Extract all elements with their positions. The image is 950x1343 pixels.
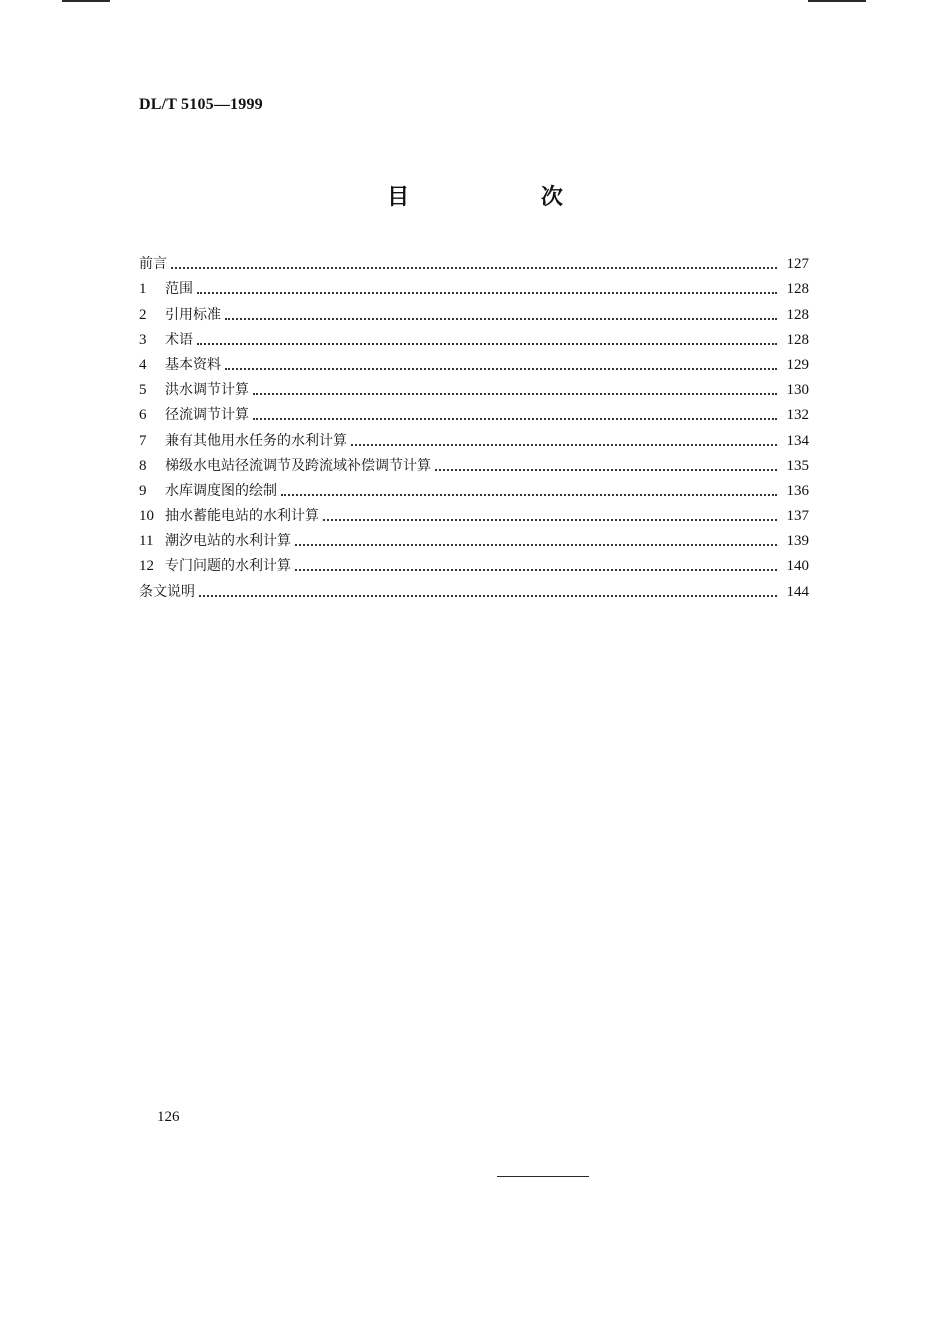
document-code: DL/T 5105—1999 <box>139 96 263 113</box>
toc-entry-number: 10 <box>139 508 154 525</box>
toc-entry-label: 基本资料 <box>165 356 221 373</box>
scan-edge-mark-right <box>808 0 866 2</box>
toc-entry <box>139 248 809 273</box>
toc-leader-dots <box>253 393 777 395</box>
toc-entry <box>139 424 809 449</box>
toc-entry <box>139 450 809 475</box>
toc-leader-dots <box>295 544 777 546</box>
toc-entry-page: 139 <box>786 533 809 550</box>
toc-leader-dots <box>197 343 777 345</box>
toc-entry-page: 134 <box>786 432 809 449</box>
toc-entry-number: 7 <box>139 432 147 449</box>
toc-entry-label: 范围 <box>165 281 193 298</box>
toc-leader-dots <box>225 318 777 320</box>
toc-entry <box>139 298 809 323</box>
toc-entry-label: 径流调节计算 <box>165 407 249 424</box>
toc-entry-number: 4 <box>139 356 147 373</box>
toc-entry <box>139 475 809 500</box>
toc-entry-page: 144 <box>786 583 809 600</box>
scan-edge-mark-left <box>62 0 110 2</box>
toc-entry <box>139 550 809 575</box>
toc-entry-page: 129 <box>786 356 809 373</box>
toc-entry-label: 梯级水电站径流调节及跨流域补偿调节计算 <box>165 457 431 474</box>
toc-entry-page: 127 <box>786 256 809 273</box>
table-of-contents <box>139 248 809 601</box>
toc-entry <box>139 324 809 349</box>
toc-leader-dots <box>171 267 777 269</box>
toc-entry-page: 140 <box>786 558 809 575</box>
toc-entry-number: 1 <box>139 281 147 298</box>
toc-title: 目 次 <box>387 185 625 210</box>
toc-entry-label: 前言 <box>139 256 167 273</box>
toc-entry-label: 兼有其他用水任务的水利计算 <box>165 432 347 449</box>
toc-entry <box>139 525 809 550</box>
toc-leader-dots <box>253 418 777 420</box>
toc-entry-page: 135 <box>786 457 809 474</box>
toc-entry-page: 128 <box>786 281 809 298</box>
toc-entry-number: 8 <box>139 457 147 474</box>
toc-entry-number: 6 <box>139 407 147 424</box>
toc-entry <box>139 273 809 298</box>
toc-entry-page: 132 <box>786 407 809 424</box>
toc-entry-label: 术语 <box>165 331 193 348</box>
toc-entry-page: 130 <box>786 382 809 399</box>
toc-entry-number: 5 <box>139 382 147 399</box>
toc-entry-number: 3 <box>139 331 147 348</box>
toc-leader-dots <box>435 469 777 471</box>
toc-entry <box>139 349 809 374</box>
toc-leader-dots <box>281 494 777 496</box>
toc-entry-page: 136 <box>786 482 809 499</box>
toc-leader-dots <box>351 444 777 446</box>
scan-bottom-mark <box>497 1176 589 1177</box>
toc-entry <box>139 399 809 424</box>
toc-leader-dots <box>295 569 777 571</box>
toc-entry-page: 128 <box>786 306 809 323</box>
toc-entry <box>139 575 809 600</box>
toc-entry-number: 9 <box>139 482 147 499</box>
toc-entry-label: 条文说明 <box>139 583 195 600</box>
toc-entry-page: 137 <box>786 508 809 525</box>
toc-entry-label: 水库调度图的绘制 <box>165 482 277 499</box>
toc-entry-number: 11 <box>139 533 154 550</box>
page-number: 126 <box>157 1109 180 1125</box>
toc-entry <box>139 500 809 525</box>
toc-entry-number: 12 <box>139 558 154 575</box>
toc-entry-label: 专门问题的水利计算 <box>165 558 291 575</box>
toc-entry <box>139 374 809 399</box>
toc-entry-label: 引用标准 <box>165 306 221 323</box>
toc-leader-dots <box>199 595 777 597</box>
toc-entry-number: 2 <box>139 306 147 323</box>
toc-leader-dots <box>225 368 777 370</box>
toc-entry-label: 抽水蓄能电站的水利计算 <box>165 508 319 525</box>
toc-entry-page: 128 <box>786 331 809 348</box>
toc-leader-dots <box>323 519 777 521</box>
toc-leader-dots <box>197 292 777 294</box>
toc-entry-label: 洪水调节计算 <box>165 382 249 399</box>
toc-entry-label: 潮汐电站的水利计算 <box>165 533 291 550</box>
